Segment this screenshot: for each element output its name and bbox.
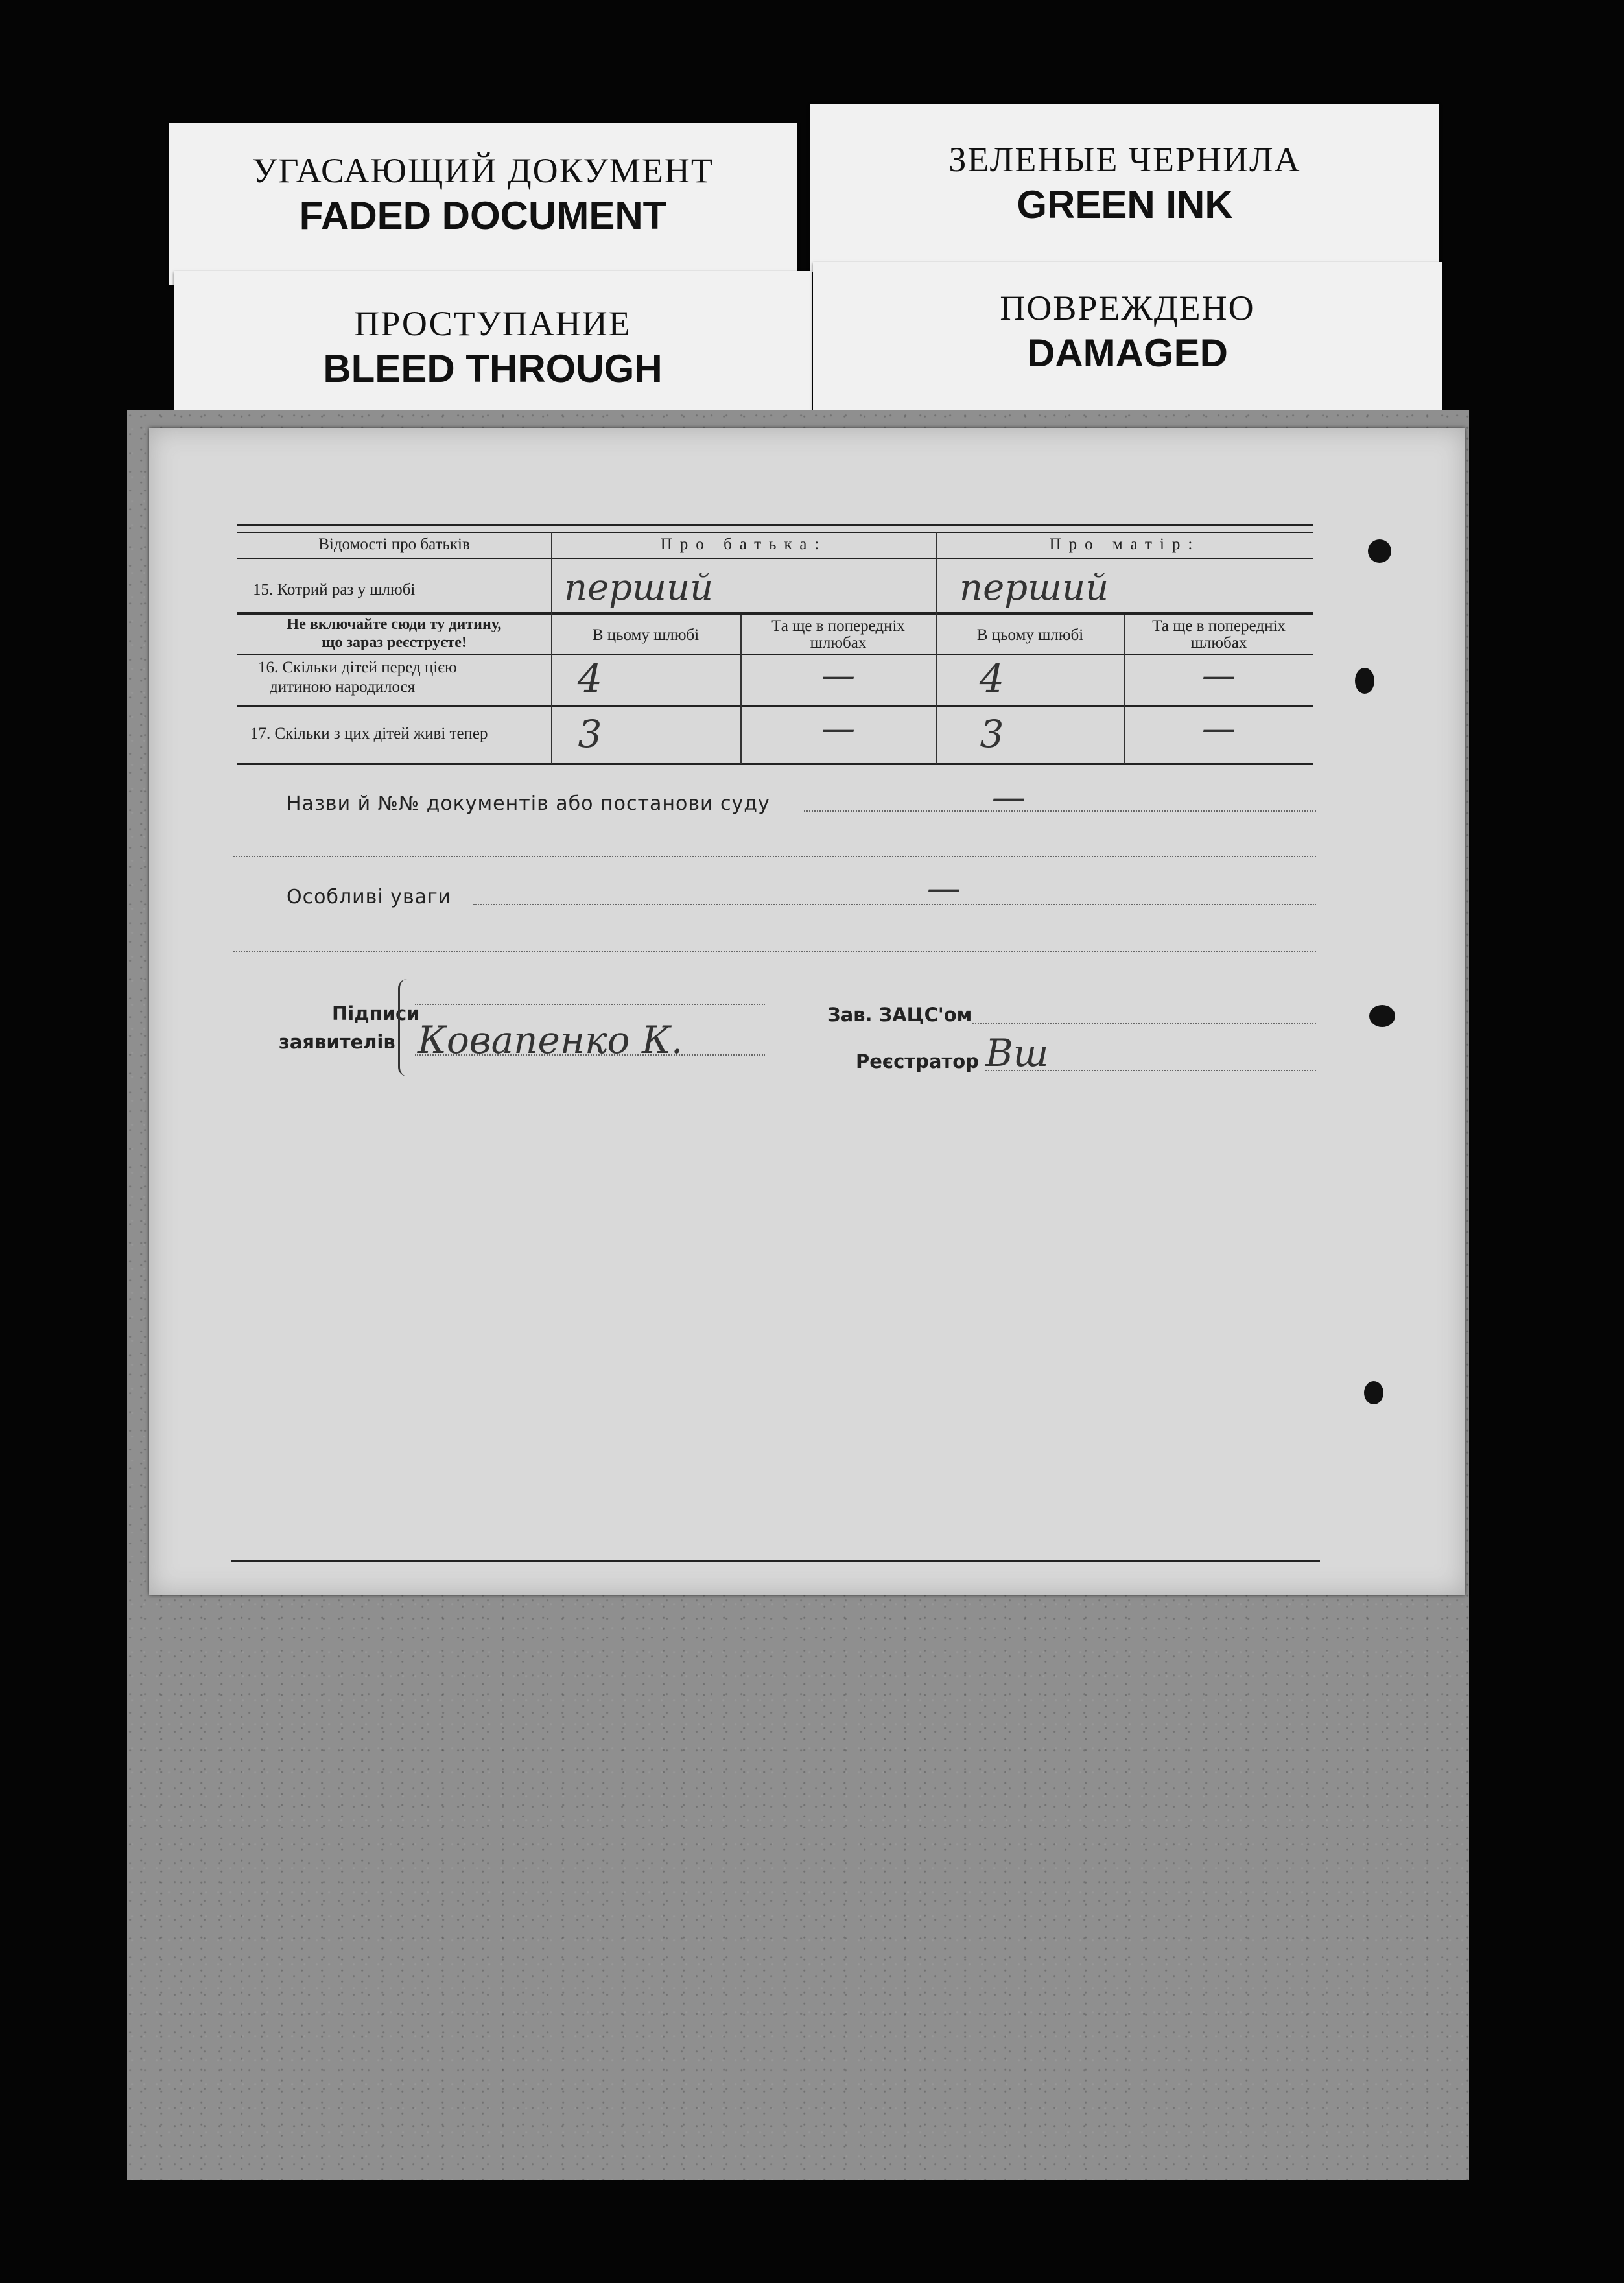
- faded-document-ru: УГАСАЮЩИЙ ДОКУМЕНТ: [252, 151, 714, 190]
- parents-info-header: Відомості про батьків: [318, 536, 470, 553]
- father-this-marriage-header: В цьому шлюбі: [592, 626, 700, 644]
- row16-label-line1: 16. Скільки дітей перед цією: [258, 659, 457, 676]
- documents-label: Назви й №№ документів або постанови суду: [287, 792, 770, 815]
- documents-value: —: [992, 778, 1026, 817]
- row17-label: 17. Скільки з цих дітей живі тепер: [250, 725, 488, 742]
- mother-this-marriage-header: В цьому шлюбі: [976, 626, 1084, 644]
- row16-mother-this: 4: [979, 656, 1005, 702]
- signatures-label-line1: Підписи: [332, 1002, 420, 1024]
- exclude-note-line1: Не включайте сюди ту дитину,: [287, 616, 502, 633]
- signatures-label-line2: заявителів: [279, 1031, 395, 1053]
- applicant-signature: Ковапенко К.: [418, 1018, 683, 1062]
- bleed-through-card: [174, 271, 812, 420]
- signatures-brace: [398, 979, 410, 1076]
- bleed-through-ru: ПРОСТУПАНИЕ: [354, 304, 631, 343]
- zags-head-label: Зав. ЗАЦС'ом: [827, 1004, 972, 1026]
- row15-label: 15. Котрий раз у шлюбі: [253, 581, 416, 598]
- father-prev-marriages-header-line1: Та ще в попередніх: [771, 617, 905, 635]
- father-header: Про батька:: [660, 536, 827, 553]
- green-ink-en: GREEN INK: [1017, 183, 1233, 226]
- row17-father-this: 3: [578, 712, 602, 756]
- row17-mother-prev: —: [1202, 709, 1236, 748]
- mother-prev-marriages-header-line1: Та ще в попередніх: [1152, 617, 1286, 635]
- punch-hole: [1368, 539, 1391, 563]
- exclude-note-line2: що зараз реєструєте!: [322, 634, 467, 651]
- row15-mother-value: перший: [959, 567, 1109, 609]
- mother-header: Про матір:: [1049, 536, 1201, 553]
- punch-hole: [1355, 668, 1374, 694]
- registration-form-sheet: [149, 428, 1465, 1595]
- row17-mother-this: 3: [980, 712, 1004, 756]
- special-notes-value: —: [927, 869, 961, 908]
- damaged-ru: ПОВРЕЖДЕНО: [1000, 289, 1255, 327]
- faded-document-en: FADED DOCUMENT: [299, 194, 667, 237]
- damaged-en: DAMAGED: [1027, 331, 1228, 375]
- green-ink-ru: ЗЕЛЕНЫЕ ЧЕРНИЛА: [948, 140, 1301, 179]
- row16-father-prev: —: [821, 656, 855, 695]
- green-ink-card: [810, 104, 1439, 272]
- row16-mother-prev: —: [1202, 656, 1236, 695]
- row17-father-prev: —: [821, 709, 855, 748]
- mother-prev-marriages-header-line2: шлюбах: [1190, 634, 1247, 652]
- row16-father-this: 4: [577, 656, 603, 702]
- special-notes-label: Особливі уваги: [287, 886, 452, 908]
- registrar-signature: Вш: [985, 1031, 1049, 1075]
- father-prev-marriages-header-line2: шлюбах: [810, 634, 867, 652]
- row15-father-value: перший: [564, 567, 714, 609]
- damaged-card: [813, 262, 1442, 416]
- row16-label-line2: дитиною народилося: [270, 678, 416, 696]
- punch-hole: [1364, 1381, 1383, 1404]
- faded-document-card: [169, 123, 797, 285]
- registrar-label: Реєстратор: [856, 1050, 979, 1072]
- punch-hole: [1369, 1005, 1395, 1027]
- bleed-through-en: BLEED THROUGH: [323, 347, 663, 390]
